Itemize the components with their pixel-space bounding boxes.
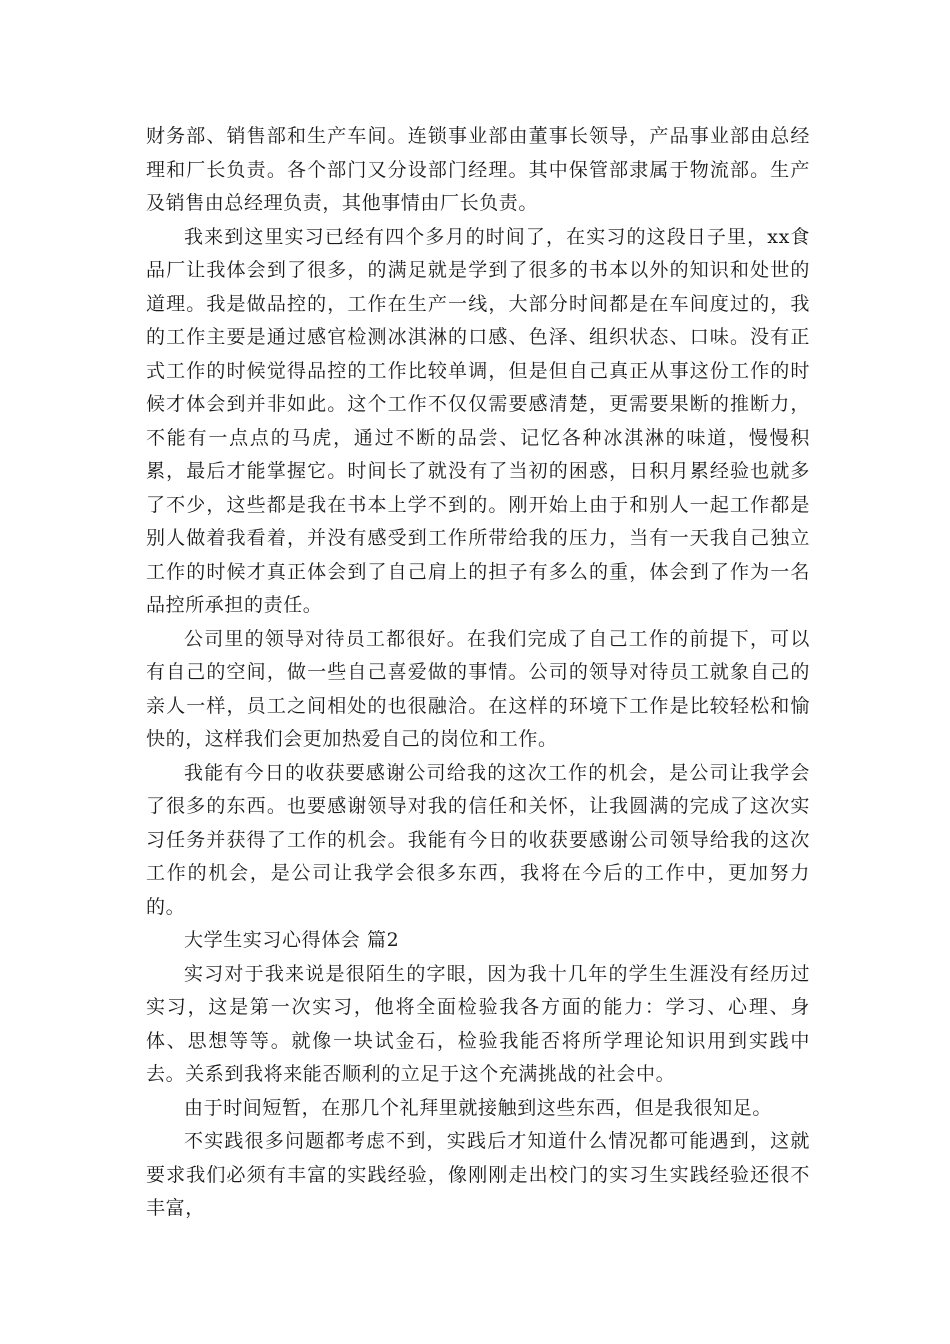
document-body <box>146 120 810 1226</box>
paragraph-gratitude: 我能有今日的收获要感谢公司给我的这次工作的机会，是公司让我学会了很多的东西。也要感谢领导对我的信任和关怀，让我圆满的完成了这次实习任务并获得了工作的机会。我能有今日的收获要感谢公司领导给我的这次工作的机会，是公司让我学会很多东西，我将在今后的工作中，更加努力的。 <box>146 761 810 918</box>
paragraph-internship-intro: 实习对于我来说是很陌生的字眼，因为我十几年的学生生涯没有经历过实习，这是第一次实习，他将全面检验我各方面的能力：学习、心理、身体、思想等等。就像一块试金石，检验我能否将所学理论知识用到实践中去。关系到我将来能否顺利的立足于这个充满挑战的社会中。 <box>146 962 810 1085</box>
section-heading: 大学生实习心得体会 篇2 <box>184 929 400 951</box>
paragraph-internship-experience: 我来到这里实习已经有四个多月的时间了，在实习的这段日子里，xx食品厂让我体会到了很多，的满足就是学到了很多的书本以外的知识和处世的道理。我是做品控的，工作在生产一线，大部分时间都是在车间度过的，我的工作主要是通过感官检测冰淇淋的口感、色泽、组织状态、口味。没有正式工作的时候觉得品控的工作比较单调，但是但自己真正从事这份工作的时候才体会到并非如此。这个工作不仅仅需要感清楚，更需要果断的推断力，不能有一点点的马虎，通过不断的品尝、记忆各种冰淇淋的味道，慢慢积累，最后才能掌握它。时间长了就没有了当初的困惑，日积月累经验也就多了不少，这些都是我在书本上学不到的。刚开始上由于和别人一起工作都是别人做着我看着，并没有感受到工作所带给我的压力，当有一天我自己独立工作的时候才真正体会到了自己肩上的担子有多么的重，体会到了作为一名品控所承担的责任。 <box>146 225 810 616</box>
paragraph-company-leadership: 公司里的领导对待员工都很好。在我们完成了自己工作的前提下，可以有自己的空间，做一些自己喜爱做的事情。公司的领导对待员工就象自己的亲人一样，员工之间相处的也很融洽。在这样的环境下工作是比较轻松和愉快的，这样我们会更加热爱自己的岗位和工作。 <box>146 627 810 750</box>
paragraph-short-time: 由于时间短暂，在那几个礼拜里就接触到这些东西，但是我很知足。 <box>184 1096 773 1119</box>
paragraph-practice: 不实践很多问题都考虑不到，实践后才知道什么情况都可能遇到，这就要求我们必须有丰富的实践经验，像刚刚走出校门的实习生实践经验还很不丰富， <box>146 1130 810 1219</box>
paragraph-continuation: 财务部、销售部和生产车间。连锁事业部由董事长领导，产品事业部由总经理和厂长负责。各个部门又分设部门经理。其中保管部隶属于物流部。生产及销售由总经理负责，其他事情由厂长负责。 <box>146 125 810 214</box>
